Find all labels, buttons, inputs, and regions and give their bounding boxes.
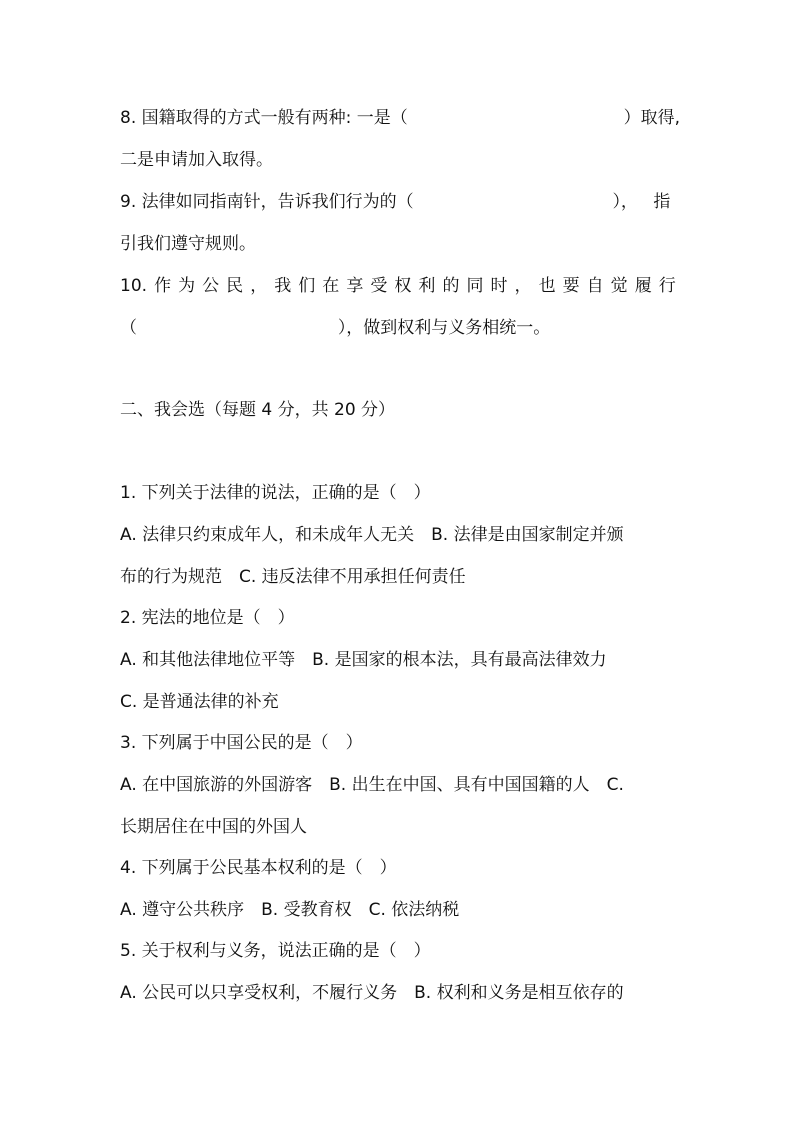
question-9-line-2: 引我们遵守规则。 — [120, 234, 256, 254]
question-10-char: 行 — [658, 276, 676, 296]
mc-question-3-options-line-2: 长期居住在中国的外国人 — [120, 817, 307, 837]
mc-question-5: 5. 关于权利与义务，说法正确的是（ ） — [120, 941, 431, 961]
question-8-blank-close: ）取得, — [623, 108, 680, 128]
question-10-char: 履 — [634, 276, 652, 296]
question-9-tail: 指 — [653, 192, 671, 212]
question-9-blank-close: ）， — [612, 192, 638, 212]
mc-question-2-options-line-2: C. 是普通法律的补充 — [120, 692, 279, 712]
question-10-number: 10. — [120, 276, 148, 296]
question-10-text-end: ），做到权利与义务相统一。 — [337, 318, 551, 338]
mc-question-5-options-line-1: A. 公民可以只享受权利，不履行义务 B. 权利和义务是相互依存的 — [120, 983, 624, 1003]
question-10-char: ， — [250, 276, 268, 296]
mc-question-1-options-line-2: 布的行为规范 C. 违反法律不用承担任何责任 — [120, 567, 466, 587]
question-10-char: 在 — [322, 276, 340, 296]
question-10-char: ， — [514, 276, 532, 296]
mc-question-2: 2. 宪法的地位是（ ） — [120, 608, 295, 628]
question-10-char: 要 — [562, 276, 580, 296]
question-10-char: 也 — [538, 276, 556, 296]
question-10-char: 权 — [394, 276, 412, 296]
question-10-char: 同 — [466, 276, 484, 296]
question-10-char: 作 — [154, 276, 172, 296]
question-10-char: 受 — [370, 276, 388, 296]
question-10-char: 们 — [298, 276, 316, 296]
question-8-line-2: 二是申请加入取得。 — [120, 150, 273, 170]
question-10-char: 时 — [490, 276, 508, 296]
question-10-line-1 — [120, 274, 676, 298]
question-10-char: 的 — [442, 276, 460, 296]
mc-question-4: 4. 下列属于公民基本权利的是（ ） — [120, 858, 397, 878]
mc-question-3: 3. 下列属于中国公民的是（ ） — [120, 733, 363, 753]
question-10-char: 民 — [226, 276, 244, 296]
question-10-blank-open: （ — [120, 318, 137, 338]
question-10-line-2 — [120, 316, 680, 340]
question-9-text: 9. 法律如同指南针，告诉我们行为的（ — [120, 192, 414, 212]
question-10-char: 利 — [418, 276, 436, 296]
section-heading: 二、我会选（每题 4 分，共 20 分） — [120, 400, 396, 420]
question-10-char: 为 — [178, 276, 196, 296]
question-8-text: 8. 国籍取得的方式一般有两种: 一是（ — [120, 108, 408, 128]
question-10-char: 觉 — [610, 276, 628, 296]
mc-question-2-options-line-1: A. 和其他法律地位平等 B. 是国家的根本法，具有最高法律效力 — [120, 650, 607, 670]
mc-question-1-options-line-1: A. 法律只约束成年人，和未成年人无关 B. 法律是由国家制定并颁 — [120, 525, 624, 545]
mc-question-4-options-line-1: A. 遵守公共秩序 B. 受教育权 C. 依法纳税 — [120, 900, 460, 920]
question-10-char: 自 — [586, 276, 604, 296]
mc-question-1: 1. 下列关于法律的说法，正确的是（ ） — [120, 483, 431, 503]
question-8-line-1 — [120, 106, 680, 130]
question-10-char: 我 — [274, 276, 292, 296]
mc-question-3-options-line-1: A. 在中国旅游的外国游客 B. 出生在中国、具有中国国籍的人 C. — [120, 775, 624, 795]
question-10-char: 享 — [346, 276, 364, 296]
question-9-line-1 — [120, 190, 680, 214]
question-10-char: 公 — [202, 276, 220, 296]
